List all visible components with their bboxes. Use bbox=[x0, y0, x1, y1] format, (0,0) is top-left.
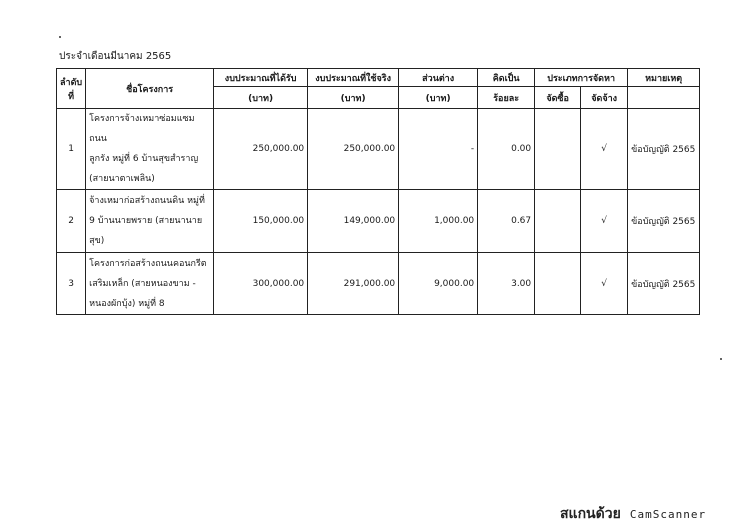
row-percent: 0.67 bbox=[478, 190, 535, 253]
header-project: ชื่อโครงการ bbox=[86, 69, 214, 109]
header-difference-unit: (บาท) bbox=[399, 87, 478, 109]
row-remark: ข้อบัญญัติ 2565 bbox=[628, 109, 700, 190]
watermark-scan-text: สแกนด้วย bbox=[560, 506, 621, 522]
row-remark: ข้อบัญญัติ 2565 bbox=[628, 253, 700, 315]
row-percent: 3.00 bbox=[478, 253, 535, 315]
row-hire-check: √ bbox=[581, 190, 628, 253]
project-budget-table bbox=[56, 68, 700, 315]
row-purchase bbox=[535, 109, 581, 190]
header-percent: คิดเป็น bbox=[478, 69, 535, 87]
row-no: 3 bbox=[57, 253, 86, 315]
header-remark: หมายเหตุ bbox=[628, 69, 700, 87]
row-budget-received: 300,000.00 bbox=[214, 253, 308, 315]
watermark-brand: CamScanner bbox=[629, 508, 707, 521]
row-project: จ้างเหมาก่อสร้างถนนดิน หมู่ที่ 9 บ้านนายพราย (สายนานาย สุข) bbox=[86, 190, 214, 253]
header-percent-unit: ร้อยละ bbox=[478, 87, 535, 109]
scan-speck-top bbox=[59, 36, 61, 38]
row-percent: 0.00 bbox=[478, 109, 535, 190]
row-purchase bbox=[535, 253, 581, 315]
header-budget-received: งบประมาณที่ได้รับ bbox=[214, 69, 308, 87]
header-budget-received-unit: (บาท) bbox=[214, 87, 308, 109]
row-no: 2 bbox=[57, 190, 86, 253]
scanner-watermark bbox=[560, 503, 706, 525]
row-project: โครงการก่อสร้างถนนคอนกรีต เสริมเหล็ก (สายหนองขาม - หนองผักบุ้ง) หมู่ที่ 8 bbox=[86, 253, 214, 315]
row-budget-received: 150,000.00 bbox=[214, 190, 308, 253]
header-difference: ส่วนต่าง bbox=[399, 69, 478, 87]
row-project: โครงการจ้างเหมาซ่อมแซมถนน ลูกรัง หมู่ที่ 6 บ้านสุขสำราญ (สายนาตาเพลิน) bbox=[86, 109, 214, 190]
row-difference: 1,000.00 bbox=[399, 190, 478, 253]
scan-speck-right bbox=[720, 358, 722, 360]
table-row bbox=[57, 109, 700, 190]
row-budget-received: 250,000.00 bbox=[214, 109, 308, 190]
row-no: 1 bbox=[57, 109, 86, 190]
row-budget-used: 291,000.00 bbox=[308, 253, 399, 315]
row-hire-check: √ bbox=[581, 253, 628, 315]
header-no-line1: ลำดับ bbox=[60, 77, 83, 88]
report-period-caption: ประจำเดือนมีนาคม 2565 bbox=[59, 51, 172, 62]
row-remark: ข้อบัญญัติ 2565 bbox=[628, 190, 700, 253]
row-difference: 9,000.00 bbox=[399, 253, 478, 315]
row-hire-check: √ bbox=[581, 109, 628, 190]
header-procurement-type: ประเภทการจัดหา bbox=[535, 69, 628, 87]
row-budget-used: 250,000.00 bbox=[308, 109, 399, 190]
header-hire: จัดจ้าง bbox=[581, 87, 628, 109]
header-budget-used: งบประมาณที่ใช้จริง bbox=[308, 69, 399, 87]
header-no bbox=[57, 69, 86, 109]
header-remark-empty bbox=[628, 87, 700, 109]
header-no-line2: ที่ bbox=[68, 91, 75, 102]
row-difference: - bbox=[399, 109, 478, 190]
table-row bbox=[57, 190, 700, 253]
row-budget-used: 149,000.00 bbox=[308, 190, 399, 253]
header-purchase: จัดซื้อ bbox=[535, 87, 581, 109]
table-row bbox=[57, 253, 700, 315]
row-purchase bbox=[535, 190, 581, 253]
header-budget-used-unit: (บาท) bbox=[308, 87, 399, 109]
